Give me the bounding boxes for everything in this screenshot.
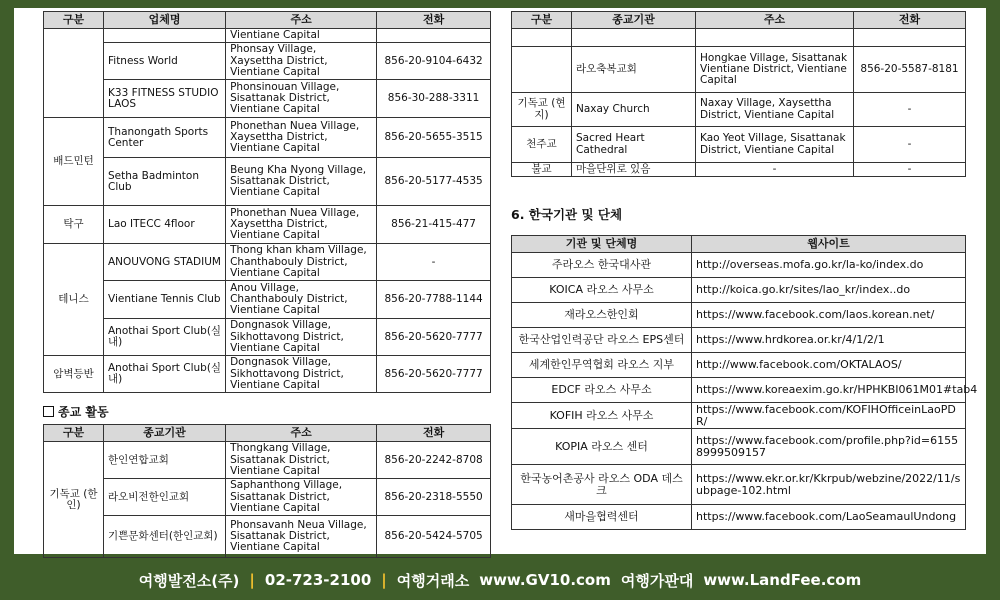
footer-site-link[interactable]: www.LandFee.com xyxy=(703,571,862,589)
right-column xyxy=(511,11,978,530)
org-website-link[interactable]: https://www.facebook.com/KOFIHOfficeinLaoPDR/ xyxy=(692,403,966,429)
org-name: 재라오스한인회 xyxy=(512,303,692,328)
col-header: 주소 xyxy=(696,12,854,29)
section6-title: 6. 한국기관 및 단체 xyxy=(511,207,623,223)
table-cell-address xyxy=(696,29,854,47)
document-sheet xyxy=(14,8,986,554)
org-name: 한국농어촌공사 라오스 ODA 데스크 xyxy=(512,465,692,505)
table-cell-address: Phonethan Nuea Village, Xaysettha District, Vientiane Capital xyxy=(226,118,377,158)
table-cell-phone: 856-20-5620-7777 xyxy=(377,319,491,356)
table-cell-phone: 856-20-2242-8708 xyxy=(377,442,491,479)
category-cell: 테니스 xyxy=(44,244,104,356)
table-cell-address: Kao Yeot Village, Sisattanak District, Vientiane Capital xyxy=(696,127,854,163)
footer-separator: | xyxy=(381,571,387,589)
table-cell-address: Hongkae Village, Sisattanak Vientiane District, Vientiane Capital xyxy=(696,47,854,93)
col-header: 종교기관 xyxy=(572,12,696,29)
col-header: 구분 xyxy=(44,425,104,442)
religion-section-heading xyxy=(43,403,491,420)
col-header: 주소 xyxy=(226,12,377,29)
table-cell-name: K33 FITNESS STUDIO LAOS xyxy=(104,80,226,118)
col-header: 전화 xyxy=(854,12,966,29)
table-cell-address: Thong khan kham Village, Chanthabouly District, Vientiane Capital xyxy=(226,244,377,281)
footer-separator: | xyxy=(249,571,255,589)
org-name: KOICA 라오스 사무소 xyxy=(512,278,692,303)
table-cell-name: Anothai Sport Club(실내) xyxy=(104,356,226,393)
col-header: 기관 및 단체명 xyxy=(512,236,692,253)
korean-orgs-table xyxy=(511,235,978,530)
footer-company: 여행발전소(주) xyxy=(138,571,240,590)
table-cell-address: Phonethan Nuea Village, Xaysettha District, Vientiane Capital xyxy=(226,206,377,244)
org-website-link[interactable]: https://www.ekr.or.kr/Kkrpub/webzine/2022/11/subpage-102.html xyxy=(692,465,966,505)
col-header: 구분 xyxy=(44,12,104,29)
footer-label: 여행가판대 xyxy=(620,571,694,590)
table-cell-name: Naxay Church xyxy=(572,93,696,127)
col-header: 업체명 xyxy=(104,12,226,29)
footer-phone: 02-723-2100 xyxy=(264,571,372,589)
table-cell-name: Anothai Sport Club(실내) xyxy=(104,319,226,356)
table-cell-name: Sacred Heart Cathedral xyxy=(572,127,696,163)
category-cell: 불교 xyxy=(512,163,572,177)
table-cell-phone xyxy=(377,29,491,43)
table-cell-name: 마을단위로 있음 xyxy=(572,163,696,177)
org-name: 세계한인무역협회 라오스 지부 xyxy=(512,353,692,378)
org-website-link[interactable]: https://www.hrdkorea.or.kr/4/1/2/1 xyxy=(692,328,966,353)
category-cell: 배드민턴 xyxy=(44,118,104,206)
table-cell-address: Vientiane Capital xyxy=(226,29,377,43)
table-cell-phone: 856-21-415-477 xyxy=(377,206,491,244)
org-website-link[interactable]: http://www.facebook.com/OKTALAOS/ xyxy=(692,353,966,378)
table-cell-name: Fitness World xyxy=(104,43,226,80)
sports-table xyxy=(43,11,491,393)
table-cell-name: Setha Badminton Club xyxy=(104,158,226,206)
left-column xyxy=(43,11,491,558)
table-cell-phone xyxy=(854,29,966,47)
table-cell-address: Phonsinouan Village, Sisattanak District, Vientiane Capital xyxy=(226,80,377,118)
table-cell-name xyxy=(572,29,696,47)
table-cell-empty xyxy=(44,29,104,118)
table-cell-phone: - xyxy=(377,244,491,281)
org-website-link[interactable]: http://overseas.mofa.go.kr/la-ko/index.do xyxy=(692,253,966,278)
org-website-link[interactable]: https://www.facebook.com/laos.korean.net/ xyxy=(692,303,966,328)
category-cell: 기독교 (현지) xyxy=(512,93,572,127)
table-cell-name: Lao ITECC 4floor xyxy=(104,206,226,244)
table-cell-phone: 856-20-9104-6432 xyxy=(377,43,491,80)
table-cell-phone: 856-20-5587-8181 xyxy=(854,47,966,93)
table-cell-address: Anou Village, Chanthabouly District, Vientiane Capital xyxy=(226,281,377,319)
org-name: 새마을협력센터 xyxy=(512,505,692,530)
table-cell-phone: 856-20-7788-1144 xyxy=(377,281,491,319)
footer-site-link[interactable]: www.GV10.com xyxy=(479,571,611,589)
table-cell-name: Thanongath Sports Center xyxy=(104,118,226,158)
table-cell-name: 라오축복교회 xyxy=(572,47,696,93)
footer-label: 여행거래소 xyxy=(396,571,470,590)
org-name: EDCF 라오스 사무소 xyxy=(512,378,692,403)
table-cell-name: ANOUVONG STADIUM xyxy=(104,244,226,281)
table-cell-phone: 856-20-5177-4535 xyxy=(377,158,491,206)
col-header: 종교기관 xyxy=(104,425,226,442)
table-cell xyxy=(104,29,226,43)
category-cell: 천주교 xyxy=(512,127,572,163)
table-cell-address: Dongnasok Village, Sikhottavong District, Vientiane Capital xyxy=(226,356,377,393)
korean-church-table xyxy=(43,424,491,558)
col-header: 전화 xyxy=(377,12,491,29)
table-cell-phone: 856-20-5655-3515 xyxy=(377,118,491,158)
checkbox-square-icon xyxy=(43,406,54,417)
org-name: KOPIA 라오스 센터 xyxy=(512,429,692,465)
org-website-link[interactable]: https://www.facebook.com/profile.php?id=61558999509157 xyxy=(692,429,966,465)
table-cell-phone: - xyxy=(854,127,966,163)
table-cell-name: 라오비전한인교회 xyxy=(104,479,226,516)
footer-bar xyxy=(0,560,1000,600)
col-header: 웹사이트 xyxy=(692,236,966,253)
org-website-link[interactable]: http://koica.go.kr/sites/lao_kr/index..do xyxy=(692,278,966,303)
table-cell-phone: - xyxy=(854,93,966,127)
org-name: 한국산업인력공단 라오스 EPS센터 xyxy=(512,328,692,353)
table-cell-address: Thongkang Village, Sisattanak District, Vientiane Capital xyxy=(226,442,377,479)
table-cell-address: Saphanthong Village, Sisattanak District, Vientiane Capital xyxy=(226,479,377,516)
category-cell xyxy=(512,29,572,47)
org-name: KOFIH 라오스 사무소 xyxy=(512,403,692,429)
table-cell-phone: 856-30-288-3311 xyxy=(377,80,491,118)
table-cell-address: - xyxy=(696,163,854,177)
table-cell-address: Beung Kha Nyong Village, Sisattanak District, Vientiane Capital xyxy=(226,158,377,206)
org-name: 주라오스 한국대사관 xyxy=(512,253,692,278)
table-cell-phone: 856-20-5620-7777 xyxy=(377,356,491,393)
table-cell-phone: 856-20-5424-5705 xyxy=(377,516,491,558)
category-cell xyxy=(512,47,572,93)
table-cell-phone: 856-20-2318-5550 xyxy=(377,479,491,516)
section-title: 종교 활동 xyxy=(58,405,109,420)
category-cell: 암벽등반 xyxy=(44,356,104,393)
table-cell-phone: - xyxy=(854,163,966,177)
table-cell-address: Naxay Village, Xaysettha District, Vientiane Capital xyxy=(696,93,854,127)
table-cell-address: Phonsavanh Neua Village, Sisattanak District, Vientiane Capital xyxy=(226,516,377,558)
table-cell-name: 기쁜문화센터(한인교회) xyxy=(104,516,226,558)
table-cell-address: Phonsay Village, Xaysettha District, Vientiane Capital xyxy=(226,43,377,80)
local-religion-table xyxy=(511,11,966,177)
col-header: 주소 xyxy=(226,425,377,442)
category-cell: 탁구 xyxy=(44,206,104,244)
org-website-link[interactable]: https://www.facebook.com/LaoSeamaulUndong xyxy=(692,505,966,530)
table-cell-name: 한인연합교회 xyxy=(104,442,226,479)
category-cell: 기독교 (한인) xyxy=(44,442,104,558)
col-header: 구분 xyxy=(512,12,572,29)
org-website-link[interactable]: https://www.koreaexim.go.kr/HPHKBI061M01#tab4 xyxy=(692,378,966,403)
table-cell-address: Dongnasok Village, Sikhottavong District, Vientiane Capital xyxy=(226,319,377,356)
table-cell-name: Vientiane Tennis Club xyxy=(104,281,226,319)
col-header: 전화 xyxy=(377,425,491,442)
